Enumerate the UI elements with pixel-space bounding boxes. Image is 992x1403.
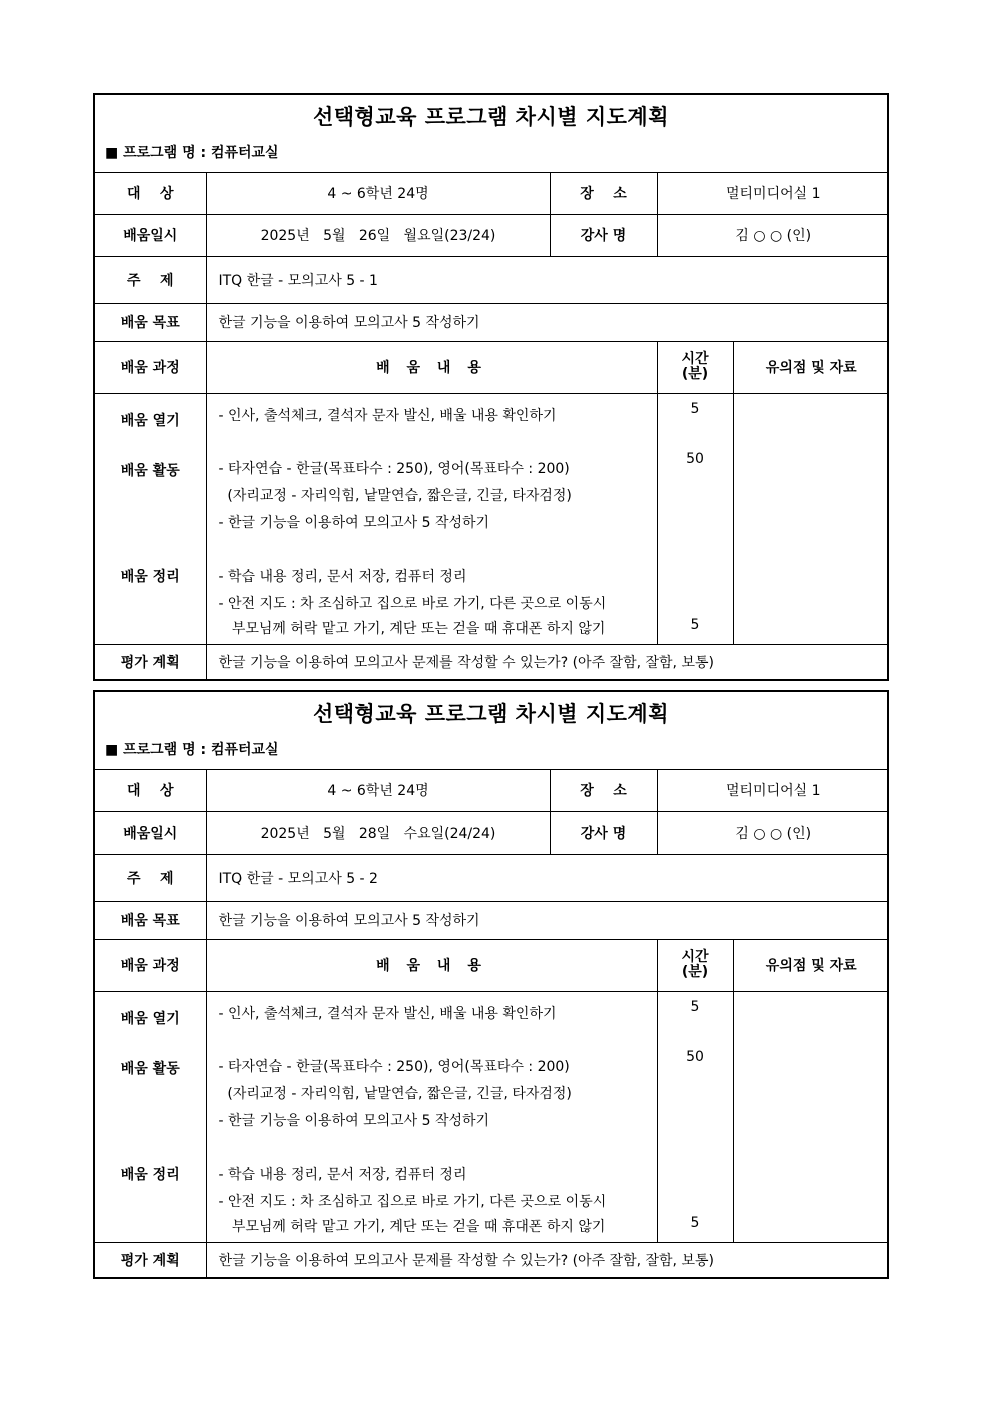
stage-cell bbox=[95, 991, 206, 1242]
content-line-4: - 한글 기능을 이용하여 모의고사 5 작성하기 bbox=[218, 1112, 490, 1129]
content-line-2: - 타자연습 - 한글(목표타수 : 250), 영어(목표타수 : 200) bbox=[218, 1058, 570, 1075]
date-value: 2025년 5월 28일 수요일(24/24) bbox=[206, 811, 550, 854]
notes-cell bbox=[733, 393, 889, 644]
date-value: 2025년 5월 26일 월요일(23/24) bbox=[206, 214, 550, 256]
stage-close: 배움 정리 bbox=[120, 568, 180, 585]
time-close: 5 bbox=[690, 1214, 700, 1231]
eval-value: 한글 기능을 이용하여 모의고사 문제를 작성할 수 있는가? (아주 잘함, 잘함, 보통) bbox=[206, 644, 889, 679]
topic-label: 주 제 bbox=[95, 854, 206, 901]
content-line-6: - 안전 지도 : 차 조심하고 집으로 바로 가기, 다른 곳으로 이동시 bbox=[218, 595, 607, 612]
time-open: 5 bbox=[690, 400, 700, 417]
time-activity: 50 bbox=[686, 450, 704, 467]
time-header bbox=[657, 341, 733, 393]
content-cell bbox=[206, 393, 657, 644]
notes-header: 유의점 및 자료 bbox=[733, 939, 889, 991]
time-open: 5 bbox=[690, 998, 700, 1015]
place-value: 멀티미디어실 1 bbox=[657, 173, 889, 214]
content-line-6: - 안전 지도 : 차 조심하고 집으로 바로 가기, 다른 곳으로 이동시 bbox=[218, 1193, 607, 1210]
content-line-3: (자리교정 - 자리익힘, 낱말연습, 짧은글, 긴글, 타자검정) bbox=[218, 487, 572, 504]
content-line-2: - 타자연습 - 한글(목표타수 : 250), 영어(목표타수 : 200) bbox=[218, 460, 570, 477]
process-header: 배움 과정 bbox=[95, 341, 206, 393]
notes-header: 유의점 및 자료 bbox=[733, 341, 889, 393]
target-value: 4 ~ 6학년 24명 bbox=[206, 173, 550, 214]
date-label: 배움일시 bbox=[95, 214, 206, 256]
eval-label: 평가 계획 bbox=[95, 644, 206, 679]
stage-activity: 배움 활동 bbox=[120, 462, 180, 479]
stage-activity: 배움 활동 bbox=[120, 1060, 180, 1077]
stage-open: 배움 열기 bbox=[120, 1010, 180, 1027]
content-line-1: - 인사, 출석체크, 결석자 문자 발신, 배울 내용 확인하기 bbox=[218, 1005, 557, 1022]
time-header-line-1: 시간 bbox=[681, 351, 709, 367]
goal-label: 배움 목표 bbox=[95, 303, 206, 341]
topic-value: ITQ 한글 - 모의고사 5 - 2 bbox=[206, 854, 889, 901]
time-cell bbox=[657, 991, 733, 1242]
content-line-5: - 학습 내용 정리, 문서 저장, 컴퓨터 정리 bbox=[218, 1166, 467, 1183]
time-header-line-2: (분) bbox=[681, 366, 709, 382]
content-line-4: - 한글 기능을 이용하여 모의고사 5 작성하기 bbox=[218, 514, 490, 531]
place-value: 멀티미디어실 1 bbox=[657, 770, 889, 811]
time-close: 5 bbox=[690, 616, 700, 633]
place-label: 장 소 bbox=[550, 173, 657, 214]
teacher-label: 강사 명 bbox=[550, 811, 657, 854]
target-label: 대 상 bbox=[95, 770, 206, 811]
goal-value: 한글 기능을 이용하여 모의고사 5 작성하기 bbox=[206, 303, 889, 341]
stage-cell bbox=[95, 393, 206, 644]
place-label: 장 소 bbox=[550, 770, 657, 811]
time-header-line-1: 시간 bbox=[681, 949, 709, 965]
content-line-1: - 인사, 출석체크, 결석자 문자 발신, 배울 내용 확인하기 bbox=[218, 407, 557, 424]
time-header bbox=[657, 939, 733, 991]
process-header: 배움 과정 bbox=[95, 939, 206, 991]
topic-value: ITQ 한글 - 모의고사 5 - 1 bbox=[206, 256, 889, 303]
plan-table bbox=[95, 173, 889, 679]
stage-open: 배움 열기 bbox=[120, 412, 180, 429]
teacher-label: 강사 명 bbox=[550, 214, 657, 256]
content-line-3: (자리교정 - 자리익힘, 낱말연습, 짧은글, 긴글, 타자검정) bbox=[218, 1085, 572, 1102]
content-line-7: 부모님께 허락 맡고 가기, 계단 또는 걷을 때 휴대폰 하지 않기 bbox=[218, 620, 606, 637]
eval-label: 평가 계획 bbox=[95, 1242, 206, 1277]
stage-close: 배움 정리 bbox=[120, 1166, 180, 1183]
date-label: 배움일시 bbox=[95, 811, 206, 854]
lesson-plan-2 bbox=[93, 690, 889, 1279]
eval-value: 한글 기능을 이용하여 모의고사 문제를 작성할 수 있는가? (아주 잘함, 잘함, 보통) bbox=[206, 1242, 889, 1277]
target-label: 대 상 bbox=[95, 173, 206, 214]
content-cell bbox=[206, 991, 657, 1242]
plan-title: 선택형교육 프로그램 차시별 지도계획 bbox=[312, 702, 669, 726]
teacher-value: 김 ○ ○ (인) bbox=[657, 214, 889, 256]
time-cell bbox=[657, 393, 733, 644]
target-value: 4 ~ 6학년 24명 bbox=[206, 770, 550, 811]
teacher-value: 김 ○ ○ (인) bbox=[657, 811, 889, 854]
content-line-7: 부모님께 허락 맡고 가기, 계단 또는 걷을 때 휴대폰 하지 않기 bbox=[218, 1218, 606, 1235]
content-header: 배 움 내 용 bbox=[206, 939, 657, 991]
plan-table bbox=[95, 770, 889, 1277]
goal-value: 한글 기능을 이용하여 모의고사 5 작성하기 bbox=[206, 901, 889, 939]
topic-label: 주 제 bbox=[95, 256, 206, 303]
lesson-plan-1 bbox=[93, 93, 889, 681]
program-name: ■ 프로그램 명 : 컴퓨터교실 bbox=[95, 139, 887, 173]
notes-cell bbox=[733, 991, 889, 1242]
plan-title: 선택형교육 프로그램 차시별 지도계획 bbox=[312, 105, 669, 129]
time-header-line-2: (분) bbox=[681, 964, 709, 980]
content-line-5: - 학습 내용 정리, 문서 저장, 컴퓨터 정리 bbox=[218, 568, 467, 585]
program-name: ■ 프로그램 명 : 컴퓨터교실 bbox=[95, 736, 887, 770]
goal-label: 배움 목표 bbox=[95, 901, 206, 939]
time-activity: 50 bbox=[686, 1048, 704, 1065]
content-header: 배 움 내 용 bbox=[206, 341, 657, 393]
